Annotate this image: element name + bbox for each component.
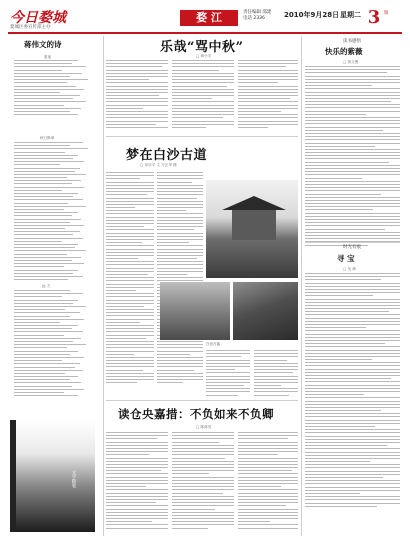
article3-text-col-2	[172, 432, 234, 531]
newspaper-logo: 今日婺城	[10, 10, 66, 26]
right-byline-1: □ 蒋文俊	[343, 60, 359, 64]
poem-sub-b: 秋日断章	[40, 136, 55, 140]
article2-text-col-4	[254, 350, 298, 398]
article1-title: 乐哉“骂中秋”	[160, 40, 244, 55]
pavilion-roof-shape	[222, 196, 286, 210]
right-label-2: 时光有痕	[343, 245, 361, 250]
divider-right	[301, 36, 302, 536]
article1-text-col-1	[106, 60, 168, 130]
article3-byline: □ 陈林茂	[196, 425, 212, 429]
issue-weekday: 星期二	[340, 11, 361, 19]
article1-text-col-2	[172, 60, 234, 130]
right-text-block-2	[305, 273, 400, 509]
right-text-block-1	[305, 66, 400, 248]
page-label: 版	[384, 11, 389, 16]
poem-sub-a: 夏夜	[44, 55, 52, 59]
right-byline-2: □ 吴 珍	[343, 267, 356, 271]
article1-bottom-rule	[106, 136, 298, 137]
article3-text-col-3	[238, 432, 298, 531]
masthead-rule	[8, 32, 402, 34]
editor-info	[243, 10, 283, 22]
poem-sub-c: 远 方	[42, 284, 51, 288]
article2-title: 梦在白沙古道	[126, 148, 208, 163]
section-title: 婺 江	[180, 10, 238, 26]
right-mid-rule	[305, 242, 400, 243]
contact-info: 电话 2336	[243, 16, 265, 21]
page-number: 3	[364, 7, 384, 31]
issue-date: 2010年9月28日	[284, 11, 340, 19]
article1-byline: □ 章小平	[196, 54, 212, 58]
article2-bottom-rule	[106, 400, 298, 401]
ink-painting-image	[10, 420, 95, 532]
article2-byline: □ 邓乐平 文 方正华 摄	[140, 163, 177, 167]
stone-path-photo	[160, 282, 230, 340]
article3-title: 读仓央嘉措：不负如来不负卿	[118, 407, 274, 421]
art-label: 文学随笔	[71, 470, 76, 488]
garden-photo	[233, 282, 298, 340]
article2-text-col-2	[157, 172, 203, 386]
article2-text-col-3	[206, 350, 250, 398]
divider-left	[103, 36, 104, 536]
pavilion-body-shape	[232, 210, 276, 240]
editor-name: 责任编辑 邵建	[243, 10, 272, 15]
right-label-1: 读书感悟	[343, 39, 361, 44]
poem-text-block-1	[14, 60, 94, 117]
photo-caption: 白沙古庙	[206, 342, 221, 346]
right-title-1: 快乐的紫薇	[325, 47, 363, 56]
poem-collection-title: 蒋伟文的诗	[24, 40, 62, 49]
right-title-2: 寻 宝	[337, 254, 355, 263]
poem-text-block-3	[14, 290, 94, 398]
article1-text-col-3	[238, 60, 298, 130]
article3-text-col-1	[106, 432, 168, 531]
poem-text-block-2	[14, 142, 94, 282]
newspaper-subtitle: 婺城区委宣传部主办	[10, 25, 51, 30]
article2-text-col-1	[106, 172, 154, 386]
